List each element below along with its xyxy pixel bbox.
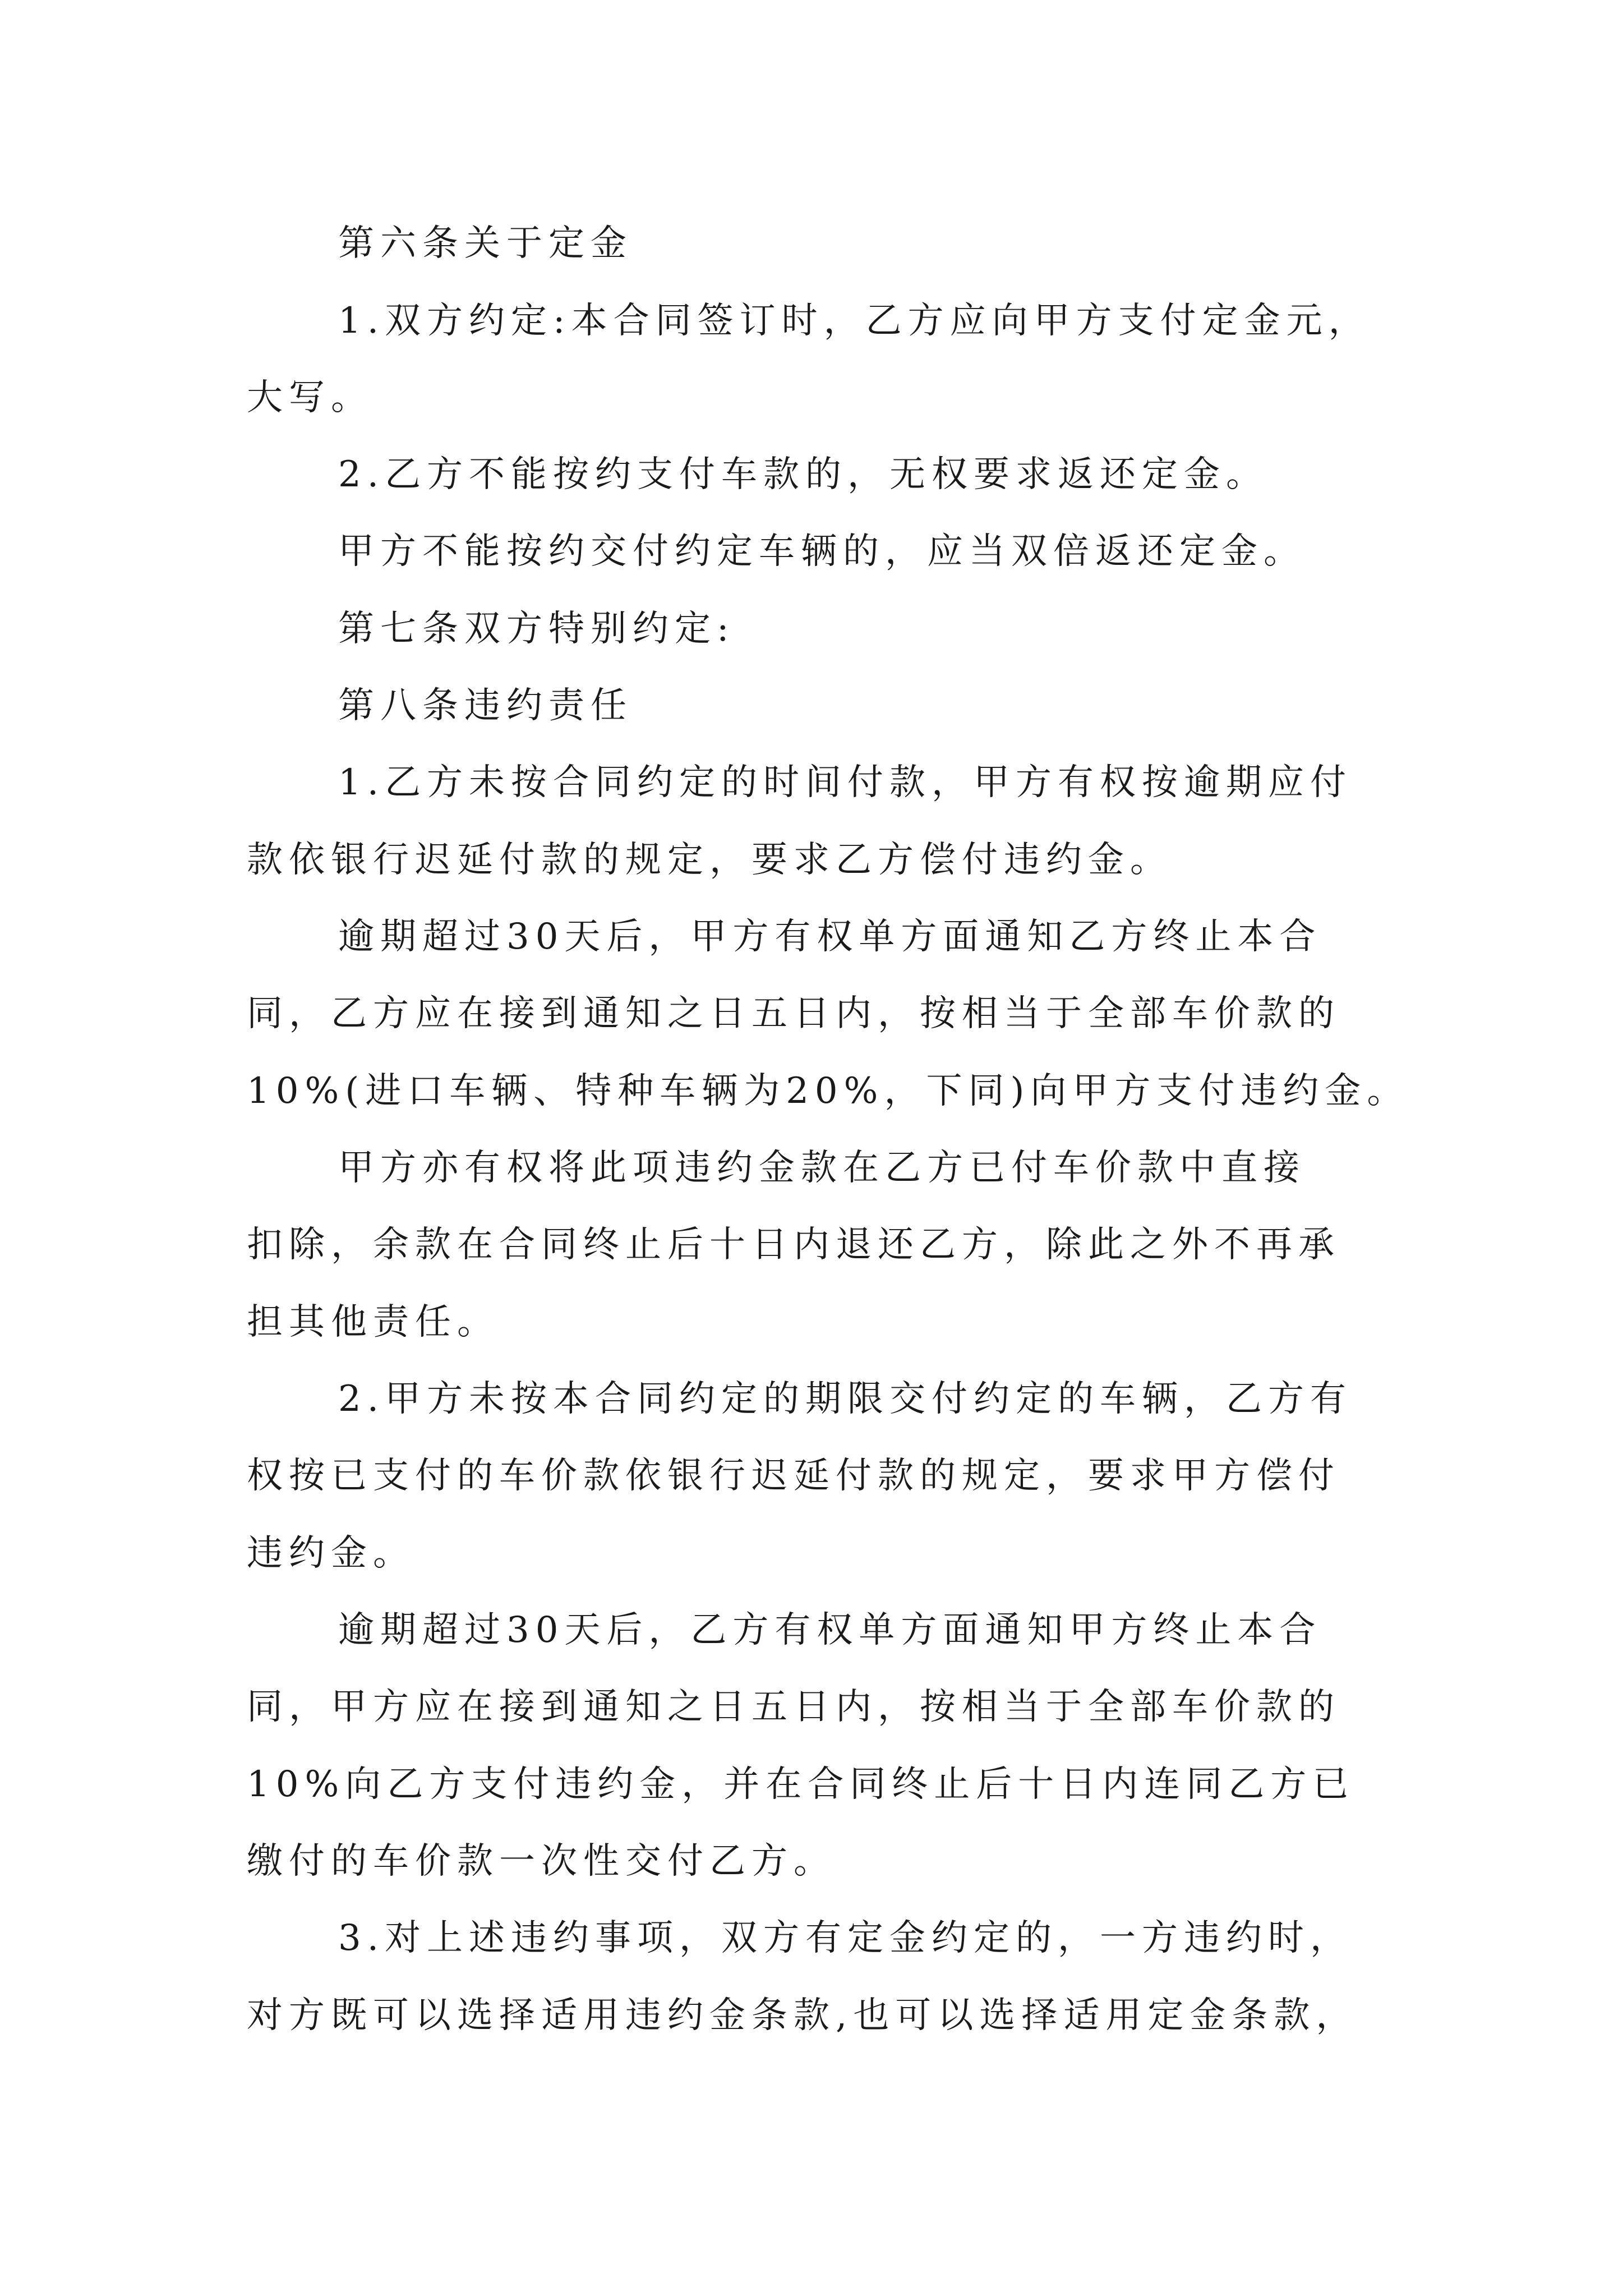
- text-line: 缴付的车价款一次性交付乙方。: [247, 1841, 836, 1882]
- text-line: 对方既可以选择适用违约金条款,也可以选择适用定金条款，: [247, 1995, 1358, 2036]
- text-line: 1.乙方未按合同约定的时间付款，甲方有权按逾期应付: [338, 762, 1353, 803]
- heading-article-6: 第六条关于定金: [338, 223, 633, 264]
- text-line: 扣除，余款在合同终止后十日内退还乙方，除此之外不再承: [247, 1224, 1340, 1266]
- text-line: 同，乙方应在接到通知之日五日内，按相当于全部车价款的: [247, 993, 1340, 1034]
- text-line: 甲方亦有权将此项违约金款在乙方已付车价款中直接: [338, 1147, 1306, 1189]
- text-line: 2.甲方未按本合同约定的期限交付约定的车辆，乙方有: [338, 1378, 1353, 1420]
- text-line: 3.对上述违约事项，双方有定金约定的，一方违约时，: [338, 1917, 1353, 1959]
- text-line: 2.乙方不能按约支付车款的，无权要求返还定金。: [338, 454, 1269, 495]
- text-line: 权按已支付的车价款依银行迟延付款的规定，要求甲方偿付: [247, 1455, 1340, 1497]
- text-line: 同，甲方应在接到通知之日五日内，按相当于全部车价款的: [247, 1686, 1340, 1728]
- text-line: 逾期超过30天后，乙方有权单方面通知甲方终止本合: [338, 1609, 1322, 1651]
- heading-article-8: 第八条违约责任: [338, 685, 633, 726]
- text-line: 违约金。: [247, 1533, 415, 1574]
- heading-article-7: 第七条双方特别约定:: [338, 608, 735, 650]
- text-line: 10%向乙方支付违约金，并在合同终止后十日内连同乙方已: [247, 1764, 1355, 1805]
- text-line: 逾期超过30天后，甲方有权单方面通知乙方终止本合: [338, 916, 1322, 958]
- text-line: 甲方不能按约交付约定车辆的，应当双倍返还定金。: [338, 531, 1306, 572]
- text-line: 1.双方约定:本合同签订时，乙方应向甲方支付定金元，: [338, 300, 1371, 342]
- text-line: 担其他责任。: [247, 1301, 499, 1343]
- text-line: 款依银行迟延付款的规定，要求乙方偿付违约金。: [247, 839, 1172, 881]
- text-line: 大写。: [247, 377, 373, 418]
- text-line: 10%(进口车辆、特种车辆为20%，下同)向甲方支付违约金。: [247, 1070, 1409, 1112]
